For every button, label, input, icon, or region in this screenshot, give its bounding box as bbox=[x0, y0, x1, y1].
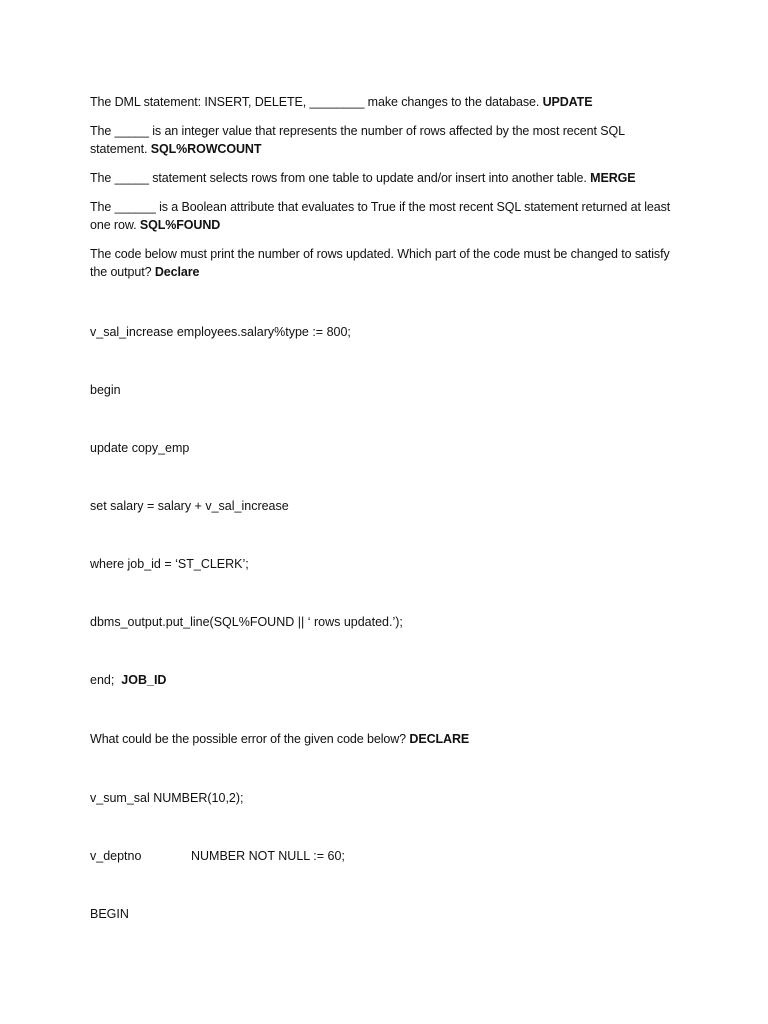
question-1-answer: UPDATE bbox=[542, 95, 593, 109]
code-var-name: v_deptno bbox=[90, 849, 142, 863]
code-var-type: NUMBER NOT NULL := 60; bbox=[191, 849, 345, 863]
question-4-answer: SQL%FOUND bbox=[139, 218, 221, 232]
question-3-text: The _____ statement selects rows from one table to update and/or insert into another table. bbox=[90, 171, 587, 185]
code-end-line bbox=[90, 671, 166, 689]
code-line-deptno bbox=[90, 847, 345, 865]
code-line: BEGIN bbox=[90, 907, 129, 921]
code-line: update copy_emp bbox=[90, 441, 190, 455]
question-2-answer: SQL%ROWCOUNT bbox=[150, 142, 262, 156]
code-end-text: end; bbox=[90, 673, 115, 687]
question-3-answer: MERGE bbox=[590, 171, 636, 185]
question-5-answer: Declare bbox=[154, 265, 200, 279]
question-5 bbox=[90, 245, 680, 281]
question-1-text: The DML statement: INSERT, DELETE, ________ make changes to the database. bbox=[90, 95, 540, 109]
question-3 bbox=[90, 169, 680, 187]
question-2-text: The _____ is an integer value that represents the number of rows affected by the most recent SQL statement. bbox=[90, 124, 625, 156]
code-line: v_sal_increase employees.salary%type := 800; bbox=[90, 325, 351, 339]
code-line: begin bbox=[90, 383, 121, 397]
code-line: dbms_output.put_line(SQL%FOUND || ‘ rows updated.’); bbox=[90, 615, 403, 629]
question-4 bbox=[90, 198, 680, 234]
question-6-text: What could be the possible error of the given code below? bbox=[90, 732, 407, 746]
question-4-text: The ______ is a Boolean attribute that evaluates to True if the most recent SQL statement returned at least one row. bbox=[90, 200, 671, 232]
code-line: v_sum_sal NUMBER(10,2); bbox=[90, 791, 244, 805]
question-6 bbox=[90, 730, 680, 748]
code-line: set salary = salary + v_sal_increase bbox=[90, 499, 289, 513]
question-5-text: The code below must print the number of rows updated. Which part of the code must be changed to satisfy the output? bbox=[90, 247, 670, 279]
question-1 bbox=[90, 93, 680, 111]
code-end-answer: JOB_ID bbox=[121, 673, 167, 687]
question-6-answer: DECLARE bbox=[409, 732, 470, 746]
question-2 bbox=[90, 122, 680, 158]
code-line: where job_id = ‘ST_CLERK’; bbox=[90, 557, 249, 571]
